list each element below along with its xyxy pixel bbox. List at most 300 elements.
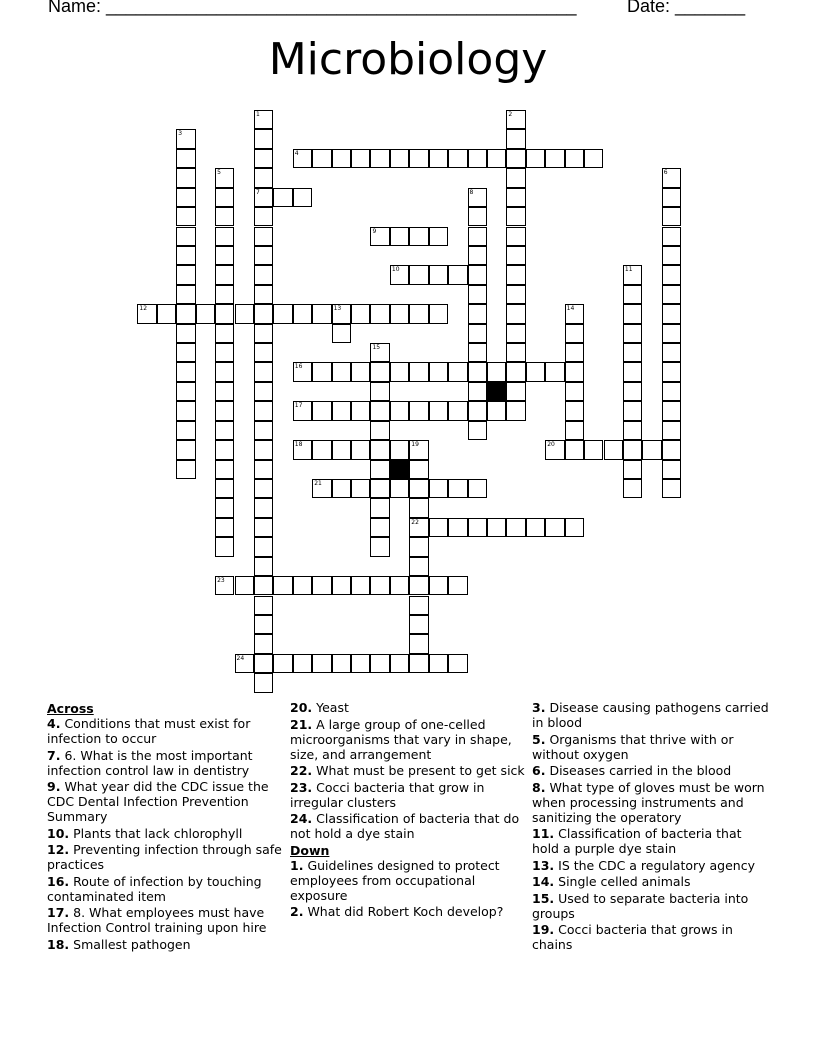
grid-cell[interactable] xyxy=(390,576,409,595)
grid-cell[interactable] xyxy=(312,440,331,459)
grid-cell[interactable] xyxy=(409,460,428,479)
grid-cell[interactable] xyxy=(662,421,681,440)
grid-cell[interactable] xyxy=(409,227,428,246)
grid-cell[interactable] xyxy=(215,362,234,381)
clue-number-label: 11 xyxy=(624,266,633,274)
grid-cell[interactable] xyxy=(215,343,234,362)
grid-cell[interactable] xyxy=(526,362,545,381)
grid-cell[interactable] xyxy=(351,479,370,498)
grid-cell[interactable] xyxy=(157,304,176,323)
grid-cell[interactable] xyxy=(662,265,681,284)
grid-cell[interactable] xyxy=(604,440,623,459)
grid-cell[interactable] xyxy=(623,460,642,479)
grid-cell[interactable] xyxy=(409,265,428,284)
grid-cell[interactable] xyxy=(215,479,234,498)
grid-cell[interactable] xyxy=(215,246,234,265)
grid-cell[interactable] xyxy=(506,265,525,284)
grid-cell[interactable] xyxy=(448,576,467,595)
grid-cell[interactable] xyxy=(487,149,506,168)
clue-number-label: 2 xyxy=(508,111,513,118)
grid-cell[interactable] xyxy=(215,188,234,207)
grid-cell[interactable] xyxy=(254,168,273,187)
grid-cell[interactable] xyxy=(312,479,331,498)
grid-cell[interactable] xyxy=(584,149,603,168)
clue-number: 18. xyxy=(47,936,70,952)
grid-cell[interactable] xyxy=(215,401,234,420)
grid-cell[interactable] xyxy=(370,518,389,537)
grid-cell[interactable] xyxy=(448,479,467,498)
grid-cell[interactable] xyxy=(293,440,312,459)
clue-number: 8. xyxy=(532,779,546,795)
grid-cell[interactable] xyxy=(235,576,254,595)
grid-cell[interactable] xyxy=(506,110,525,129)
grid-cell[interactable] xyxy=(506,304,525,323)
grid-cell[interactable] xyxy=(662,460,681,479)
grid-cell[interactable] xyxy=(215,265,234,284)
grid-cell[interactable] xyxy=(351,401,370,420)
grid-cell[interactable] xyxy=(254,343,273,362)
grid-cell[interactable] xyxy=(623,421,642,440)
clue-number-label: 1 xyxy=(255,111,260,118)
grid-cell[interactable] xyxy=(254,246,273,265)
grid-cell[interactable] xyxy=(254,304,273,323)
grid-cell[interactable] xyxy=(506,246,525,265)
grid-cell[interactable] xyxy=(273,576,292,595)
grid-cell[interactable] xyxy=(196,304,215,323)
clue-number: 3. xyxy=(532,700,546,715)
grid-cell[interactable] xyxy=(390,265,409,284)
grid-cell[interactable] xyxy=(332,304,351,323)
grid-cell[interactable] xyxy=(254,654,273,673)
grid-cell[interactable] xyxy=(390,401,409,420)
grid-cell[interactable] xyxy=(293,576,312,595)
grid-cell[interactable] xyxy=(623,304,642,323)
grid-cell[interactable] xyxy=(254,149,273,168)
grid-cell[interactable] xyxy=(215,537,234,556)
across-heading: Across xyxy=(47,701,94,716)
grid-cell[interactable] xyxy=(506,129,525,148)
grid-cell[interactable] xyxy=(468,518,487,537)
grid-cell[interactable] xyxy=(662,440,681,459)
grid-cell[interactable] xyxy=(390,227,409,246)
clue-number-label: 3 xyxy=(178,130,183,138)
grid-cell[interactable] xyxy=(526,149,545,168)
across-clue xyxy=(290,811,525,841)
grid-cell[interactable] xyxy=(176,227,195,246)
grid-cell[interactable] xyxy=(662,401,681,420)
grid-cell[interactable] xyxy=(254,634,273,653)
grid-cell[interactable] xyxy=(565,362,584,381)
grid-cell[interactable] xyxy=(390,304,409,323)
grid-cell[interactable] xyxy=(662,304,681,323)
grid-cell[interactable] xyxy=(429,401,448,420)
grid-cell[interactable] xyxy=(429,479,448,498)
grid-cell[interactable] xyxy=(312,654,331,673)
grid-cell[interactable] xyxy=(409,634,428,653)
grid-cell[interactable] xyxy=(215,382,234,401)
grid-cell[interactable] xyxy=(370,479,389,498)
grid-cell[interactable] xyxy=(623,285,642,304)
grid-cell[interactable] xyxy=(370,227,389,246)
grid-cell[interactable] xyxy=(176,265,195,284)
grid-cell[interactable] xyxy=(468,382,487,401)
grid-cell[interactable] xyxy=(351,304,370,323)
grid-cell[interactable] xyxy=(215,207,234,226)
clue-number-label: 20 xyxy=(547,441,555,449)
across-clue xyxy=(47,826,287,841)
grid-cell[interactable] xyxy=(215,460,234,479)
grid-cell[interactable] xyxy=(409,596,428,615)
grid-cell[interactable] xyxy=(662,227,681,246)
grid-cell[interactable] xyxy=(370,460,389,479)
grid-cell[interactable] xyxy=(390,149,409,168)
grid-cell[interactable] xyxy=(332,479,351,498)
grid-cell[interactable] xyxy=(215,285,234,304)
grid-cell[interactable] xyxy=(254,324,273,343)
grid-cell[interactable] xyxy=(351,440,370,459)
clue-text: Smallest pathogen xyxy=(73,936,191,952)
grid-cell[interactable] xyxy=(254,673,273,692)
grid-cell[interactable] xyxy=(215,227,234,246)
grid-cell[interactable] xyxy=(293,362,312,381)
grid-cell[interactable] xyxy=(215,168,234,187)
clue-text: A large group of one-celled microorganisms that vary in shape, size, and arrangement xyxy=(290,716,512,762)
grid-cell[interactable] xyxy=(565,304,584,323)
grid-cell[interactable] xyxy=(370,362,389,381)
grid-cell[interactable] xyxy=(215,304,234,323)
grid-cell[interactable] xyxy=(370,537,389,556)
grid-cell[interactable] xyxy=(429,362,448,381)
grid-cell[interactable] xyxy=(390,479,409,498)
grid-cell[interactable] xyxy=(468,265,487,284)
grid-cell[interactable] xyxy=(448,401,467,420)
grid-cell[interactable] xyxy=(254,110,273,129)
grid-cell[interactable] xyxy=(332,576,351,595)
grid-cell[interactable] xyxy=(273,188,292,207)
grid-cell[interactable] xyxy=(390,362,409,381)
grid-cell[interactable] xyxy=(332,149,351,168)
clue-text: What did Robert Koch develop? xyxy=(307,904,504,919)
grid-cell[interactable] xyxy=(662,168,681,187)
grid-cell[interactable] xyxy=(448,265,467,284)
grid-cell[interactable] xyxy=(254,518,273,537)
grid-cell[interactable] xyxy=(312,304,331,323)
grid-cell[interactable] xyxy=(429,518,448,537)
grid-cell[interactable] xyxy=(215,421,234,440)
grid-cell[interactable] xyxy=(351,654,370,673)
grid-cell[interactable] xyxy=(506,227,525,246)
grid-cell[interactable] xyxy=(254,557,273,576)
grid-cell[interactable] xyxy=(429,227,448,246)
grid-cell[interactable] xyxy=(448,362,467,381)
grid-cell[interactable] xyxy=(370,149,389,168)
grid-cell[interactable] xyxy=(254,362,273,381)
clue-text: What must be present to get sick xyxy=(316,763,525,778)
grid-cell[interactable] xyxy=(176,188,195,207)
grid-cell[interactable] xyxy=(254,596,273,615)
grid-cell[interactable] xyxy=(370,401,389,420)
grid-cell[interactable] xyxy=(506,168,525,187)
grid-cell[interactable] xyxy=(332,440,351,459)
grid-cell[interactable] xyxy=(176,460,195,479)
grid-cell[interactable] xyxy=(545,518,564,537)
grid-cell[interactable] xyxy=(409,518,428,537)
grid-cell[interactable] xyxy=(545,440,564,459)
grid-cell[interactable] xyxy=(293,149,312,168)
grid-cell[interactable] xyxy=(370,382,389,401)
grid-cell[interactable] xyxy=(409,557,428,576)
grid-cell[interactable] xyxy=(409,440,428,459)
grid-cell[interactable] xyxy=(409,304,428,323)
grid-cell[interactable] xyxy=(254,440,273,459)
grid-cell[interactable] xyxy=(176,246,195,265)
grid-cell[interactable] xyxy=(545,362,564,381)
clue-number-label: 9 xyxy=(372,227,377,235)
grid-cell[interactable] xyxy=(506,401,525,420)
grid-cell[interactable] xyxy=(429,654,448,673)
grid-cell[interactable] xyxy=(332,362,351,381)
grid-cell[interactable] xyxy=(370,421,389,440)
grid-cell[interactable] xyxy=(409,362,428,381)
clue-number: 19. xyxy=(532,922,555,937)
grid-cell[interactable] xyxy=(293,401,312,420)
grid-cell[interactable] xyxy=(448,654,467,673)
grid-cell[interactable] xyxy=(623,440,642,459)
grid-cell[interactable] xyxy=(506,362,525,381)
grid-cell[interactable] xyxy=(584,440,603,459)
grid-cell[interactable] xyxy=(312,362,331,381)
grid-cell[interactable] xyxy=(390,654,409,673)
grid-cell[interactable] xyxy=(623,343,642,362)
clue-text: Diseases carried in the blood xyxy=(549,763,732,778)
grid-cell[interactable] xyxy=(370,576,389,595)
grid-cell[interactable] xyxy=(662,382,681,401)
grid-cell[interactable] xyxy=(662,246,681,265)
grid-cell[interactable] xyxy=(254,421,273,440)
grid-cell[interactable] xyxy=(176,421,195,440)
clue-number-label: 12 xyxy=(139,305,148,313)
grid-cell[interactable] xyxy=(254,227,273,246)
grid-cell[interactable] xyxy=(409,149,428,168)
clue-number: 10. xyxy=(47,825,70,841)
grid-cell[interactable] xyxy=(468,246,487,265)
grid-cell[interactable] xyxy=(176,382,195,401)
grid-cell[interactable] xyxy=(409,479,428,498)
grid-cell[interactable] xyxy=(468,304,487,323)
grid-cell[interactable] xyxy=(254,285,273,304)
grid-cell[interactable] xyxy=(293,654,312,673)
clue-text: Organisms that thrive with or without oxygen xyxy=(532,731,734,762)
grid-cell[interactable] xyxy=(468,188,487,207)
grid-cell[interactable] xyxy=(565,401,584,420)
grid-cell[interactable] xyxy=(409,654,428,673)
grid-cell[interactable] xyxy=(409,576,428,595)
grid-cell[interactable] xyxy=(429,304,448,323)
grid-cell[interactable] xyxy=(623,265,642,284)
grid-cell[interactable] xyxy=(565,440,584,459)
clue-number: 4. xyxy=(47,716,61,731)
grid-cell[interactable] xyxy=(487,401,506,420)
clue-text: Single celled animals xyxy=(558,874,691,889)
clue-number-label: 8 xyxy=(469,188,474,196)
grid-cell[interactable] xyxy=(293,304,312,323)
grid-cell[interactable] xyxy=(351,576,370,595)
across-clue xyxy=(290,700,525,715)
grid-cell[interactable] xyxy=(312,576,331,595)
grid-cell[interactable] xyxy=(506,382,525,401)
grid-cell[interactable] xyxy=(448,149,467,168)
grid-cell[interactable] xyxy=(332,324,351,343)
grid-cell[interactable] xyxy=(565,149,584,168)
grid-cell[interactable] xyxy=(351,149,370,168)
grid-cell[interactable] xyxy=(215,324,234,343)
grid-cell[interactable] xyxy=(176,324,195,343)
grid-cell[interactable] xyxy=(662,343,681,362)
grid-cell[interactable] xyxy=(506,518,525,537)
grid-cell[interactable] xyxy=(370,343,389,362)
grid-cell[interactable] xyxy=(506,324,525,343)
grid-cell[interactable] xyxy=(468,362,487,381)
grid-cell[interactable] xyxy=(468,421,487,440)
grid-cell[interactable] xyxy=(409,498,428,517)
grid-cell[interactable] xyxy=(332,401,351,420)
grid-cell[interactable] xyxy=(312,401,331,420)
grid-cell[interactable] xyxy=(662,362,681,381)
grid-cell[interactable] xyxy=(370,654,389,673)
grid-cell[interactable] xyxy=(468,324,487,343)
grid-cell[interactable] xyxy=(565,421,584,440)
across-clue xyxy=(47,842,287,872)
grid-cell[interactable] xyxy=(662,188,681,207)
grid-cell[interactable] xyxy=(254,207,273,226)
grid-cell[interactable] xyxy=(254,265,273,284)
clue-text: 8. What employees must have Infection Control training upon hire xyxy=(47,905,267,935)
grid-cell[interactable] xyxy=(235,654,254,673)
grid-cell[interactable] xyxy=(623,401,642,420)
grid-cell[interactable] xyxy=(506,207,525,226)
grid-cell[interactable] xyxy=(565,343,584,362)
name-field-label: Name: _______________________________________________ xyxy=(48,0,577,16)
clue-text: Cocci bacteria that grows in chains xyxy=(532,922,733,952)
grid-cell[interactable] xyxy=(468,479,487,498)
grid-cell[interactable] xyxy=(176,285,195,304)
grid-cell[interactable] xyxy=(487,518,506,537)
grid-cell[interactable] xyxy=(176,129,195,148)
grid-cell[interactable] xyxy=(506,285,525,304)
grid-cell[interactable] xyxy=(254,479,273,498)
grid-cell[interactable] xyxy=(642,440,661,459)
grid-cell[interactable] xyxy=(273,304,292,323)
grid-cell[interactable] xyxy=(254,537,273,556)
grid-cell[interactable] xyxy=(429,576,448,595)
grid-cell[interactable] xyxy=(215,440,234,459)
grid-cell[interactable] xyxy=(215,498,234,517)
grid-cell[interactable] xyxy=(623,324,642,343)
grid-cell[interactable] xyxy=(429,265,448,284)
grid-cell[interactable] xyxy=(468,401,487,420)
grid-cell[interactable] xyxy=(293,188,312,207)
grid-cell[interactable] xyxy=(526,518,545,537)
clue-number: 13. xyxy=(532,857,555,873)
grid-cell[interactable] xyxy=(409,615,428,634)
grid-cell[interactable] xyxy=(506,188,525,207)
grid-cell[interactable] xyxy=(176,149,195,168)
grid-cell[interactable] xyxy=(468,343,487,362)
grid-cell[interactable] xyxy=(254,498,273,517)
grid-cell[interactable] xyxy=(623,382,642,401)
grid-cell[interactable] xyxy=(312,149,331,168)
clue-text: Preventing infection through safe practices xyxy=(47,842,282,872)
grid-cell[interactable] xyxy=(429,149,448,168)
grid-cell[interactable] xyxy=(351,362,370,381)
date-field-label: Date: _______ xyxy=(627,0,746,16)
clue-number-label: 21 xyxy=(314,479,322,487)
grid-cell[interactable] xyxy=(565,518,584,537)
grid-cell[interactable] xyxy=(254,460,273,479)
grid-cell[interactable] xyxy=(468,207,487,226)
grid-cell[interactable] xyxy=(254,129,273,148)
grid-cell[interactable] xyxy=(254,401,273,420)
grid-cell[interactable] xyxy=(176,343,195,362)
grid-cell[interactable] xyxy=(565,324,584,343)
grid-cell[interactable] xyxy=(662,479,681,498)
clue-number-label: 16 xyxy=(294,363,303,371)
down-clue xyxy=(532,874,772,889)
down-clue xyxy=(532,922,772,952)
grid-cell[interactable] xyxy=(545,149,564,168)
grid-cell[interactable] xyxy=(137,304,156,323)
clue-text: 6. What is the most important infection control law in dentistry xyxy=(47,747,253,778)
grid-cell[interactable] xyxy=(176,207,195,226)
grid-cell[interactable] xyxy=(215,576,234,595)
grid-cell[interactable] xyxy=(254,188,273,207)
down-clue xyxy=(532,826,772,856)
grid-cell[interactable] xyxy=(390,440,409,459)
grid-cell[interactable] xyxy=(370,440,389,459)
grid-cell[interactable] xyxy=(409,401,428,420)
grid-cell[interactable] xyxy=(332,654,351,673)
grid-cell[interactable] xyxy=(176,401,195,420)
clue-text: Yeast xyxy=(316,700,349,715)
grid-cell[interactable] xyxy=(448,518,467,537)
grid-cell[interactable] xyxy=(176,362,195,381)
grid-cell[interactable] xyxy=(235,304,254,323)
grid-cell[interactable] xyxy=(487,362,506,381)
grid-cell[interactable] xyxy=(370,498,389,517)
grid-cell[interactable] xyxy=(662,285,681,304)
grid-cell[interactable] xyxy=(662,207,681,226)
grid-cell[interactable] xyxy=(506,343,525,362)
grid-cell[interactable] xyxy=(176,304,195,323)
grid-cell[interactable] xyxy=(370,304,389,323)
grid-cell[interactable] xyxy=(623,362,642,381)
grid-cell[interactable] xyxy=(565,382,584,401)
grid-cell[interactable] xyxy=(176,440,195,459)
grid-cell[interactable] xyxy=(254,576,273,595)
grid-cell[interactable] xyxy=(409,537,428,556)
grid-cell[interactable] xyxy=(468,285,487,304)
grid-cell[interactable] xyxy=(273,654,292,673)
grid-cell[interactable] xyxy=(662,324,681,343)
grid-cell[interactable] xyxy=(506,149,525,168)
grid-cell[interactable] xyxy=(468,149,487,168)
grid-cell[interactable] xyxy=(254,615,273,634)
grid-cell[interactable] xyxy=(468,227,487,246)
grid-cell[interactable] xyxy=(623,479,642,498)
grid-cell[interactable] xyxy=(215,518,234,537)
grid-cell[interactable] xyxy=(254,382,273,401)
grid-cell[interactable] xyxy=(176,168,195,187)
